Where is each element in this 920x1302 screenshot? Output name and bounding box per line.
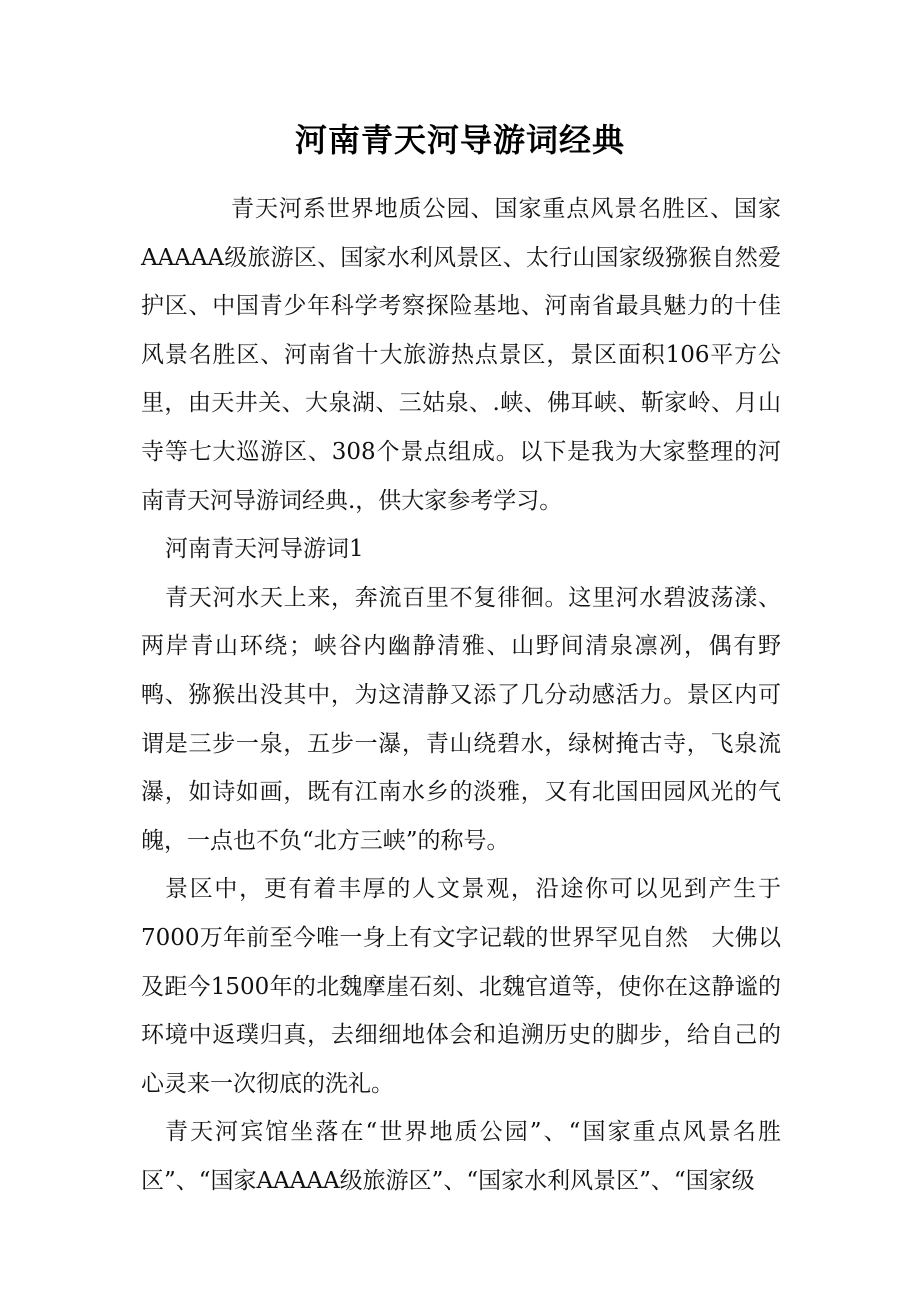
- body-paragraph: 景区中，更有着丰厚的人文景观，沿途你可以见到产生于7000万年前至今唯一身上有文字记载的世界罕见自然 大佛以及距今1500年的北魏摩崖石刻、北魏官道等，使你在这静谧的环境中返璞归真，去细细地体会和追溯历史的脚步，给自己的心灵来一次彻底的洗礼。: [141, 876, 781, 1097]
- document-body: [141, 185, 781, 1205]
- body-paragraph: 青天河宾馆坐落在“世界地质公园”、“国家重点风景名胜区”、“国家AAAAA级旅游区”、“国家水利风景区”、“国家级: [141, 1119, 781, 1194]
- document-title: 河南青天河导游词经典: [294, 121, 625, 159]
- section-heading: 河南青天河导游词1: [165, 536, 364, 563]
- body-paragraph: 青天河水天上来，奔流百里不复徘徊。这里河水碧波荡漾、两岸青山环绕；峡谷内幽静清雅、山野间清泉凛冽，偶有野鸭、猕猴出没其中，为这清静又添了几分动感活力。景区内可谓是三步一泉，五步一瀑，青山绕碧水，绿树掩古寺，飞泉流瀑，如诗如画，既有江南水乡的淡雅，又有北国田园风光的气魄，一点也不负“北方三峡”的称号。: [141, 584, 781, 854]
- intro-paragraph: 青天河系世界地质公园、国家重点风景名胜区、国家AAAAA级旅游区、国家水利风景区、太行山国家级猕猴自然爱护区、中国青少年科学考察探险基地、河南省最具魅力的十佳风景名胜区、河南省十大旅游热点景区，景区面积106平方公里，由天井关、大泉湖、三姑泉、.峡、佛耳峡、靳家岭、月山寺等七大巡游区、308个景点组成。以下是我为大家整理的河南青天河导游词经典.，供大家参考学习。: [141, 196, 781, 514]
